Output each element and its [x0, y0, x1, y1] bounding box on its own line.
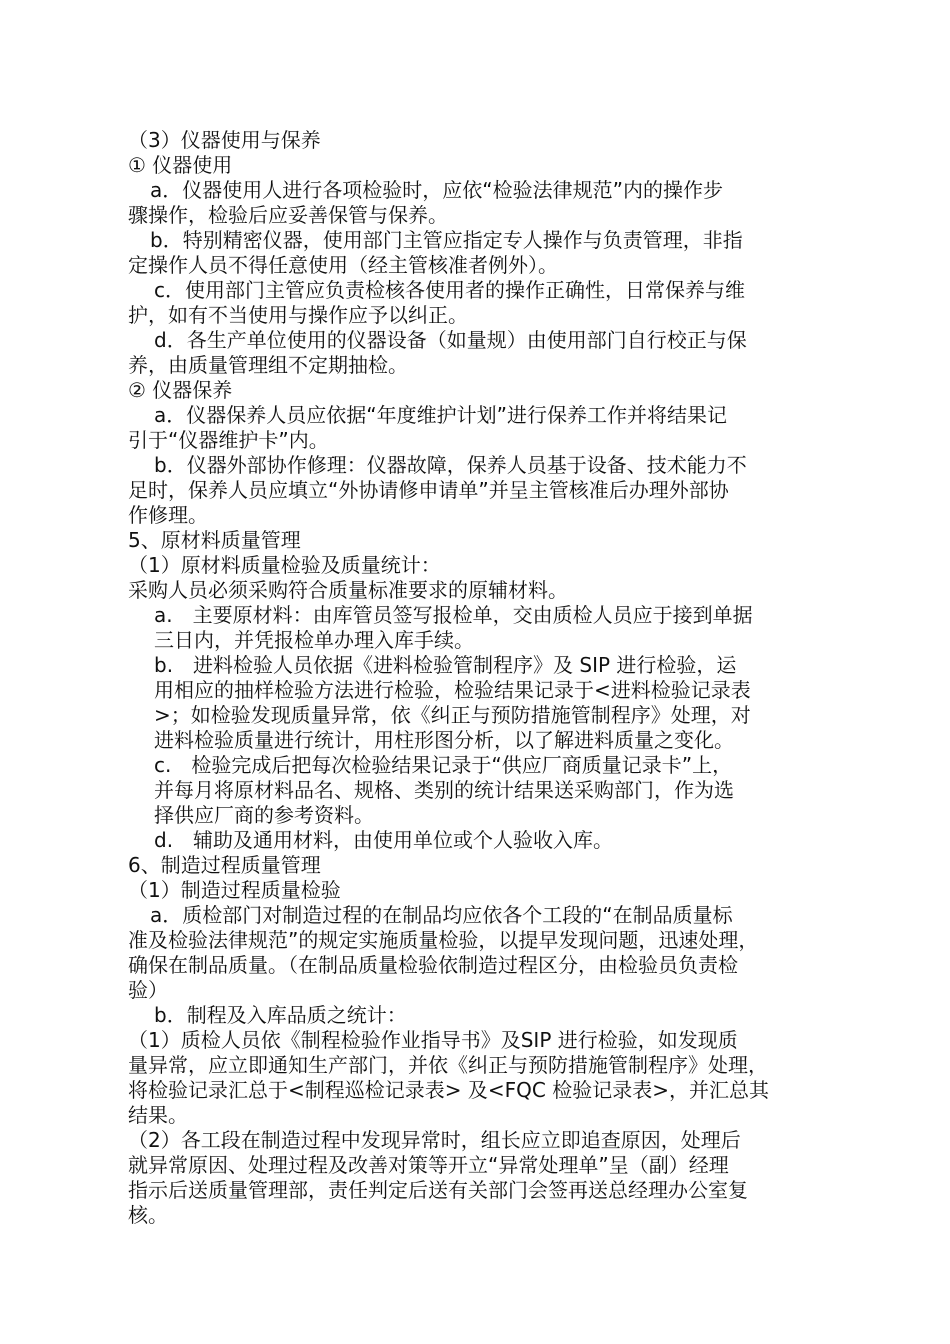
text-line: ② 仪器保养 [128, 378, 233, 402]
text-line: 采购人员必须采购符合质量标准要求的原辅材料。 [128, 578, 568, 602]
text-line: b．特别精密仪器，使用部门主管应指定专人操作与负责管理，非指 [150, 228, 743, 252]
text-line: >；如检验发现质量异常，依《纠正与预防措施管制程序》处理，对 [154, 703, 751, 727]
text-line: a. 主要原材料：由库管员签写报检单，交由质检人员应于接到单据 [154, 603, 753, 627]
text-line: 养，由质量管理组不定期抽检。 [128, 353, 408, 377]
text-line: 骤操作，检验后应妥善保管与保养。 [128, 203, 448, 227]
text-line: 量异常，应立即通知生产部门，并依《纠正与预防措施管制程序》处理， [128, 1053, 768, 1077]
text-line: d. 辅助及通用材料，由使用单位或个人验收入库。 [154, 828, 614, 852]
text-line: c．使用部门主管应负责检核各使用者的操作正确性，日常保养与维 [154, 278, 745, 302]
text-line: 用相应的抽样检验方法进行检验，检验结果记录于<进料检验记录表 [154, 678, 751, 702]
text-line: 指示后送质量管理部，责任判定后送有关部门会签再送总经理办公室复 [128, 1178, 748, 1202]
text-line: 择供应厂商的参考资料。 [154, 803, 374, 827]
text-line: b. 进料检验人员依据《进料检验管制程序》及 SIP 进行检验，运 [154, 653, 737, 677]
text-line: 核。 [128, 1203, 168, 1227]
text-line: 就异常原因、处理过程及改善对策等开立“异常处理单”呈（副）经理 [128, 1153, 729, 1177]
text-line: （3）仪器使用与保养 [128, 128, 321, 152]
text-line: b．仪器外部协作修理：仪器故障，保养人员基于设备、技术能力不 [154, 453, 747, 477]
text-line: （1）质检人员依《制程检验作业指导书》及SIP 进行检验，如发现质 [128, 1028, 738, 1052]
text-line: （1）制造过程质量检验 [128, 878, 341, 902]
text-line: 足时，保养人员应填立“外协请修申请单”并呈主管核准后办理外部协 [128, 478, 729, 502]
text-line: c. 检验完成后把每次检验结果记录于“供应厂商质量记录卡”上， [154, 753, 733, 777]
text-line: a．仪器使用人进行各项检验时，应依“检验法律规范”内的操作步 [150, 178, 723, 202]
text-line: （2）各工段在制造过程中发现异常时，组长应立即追查原因，处理后 [128, 1128, 741, 1152]
text-line: 验） [128, 978, 168, 1002]
text-line: ① 仪器使用 [128, 153, 233, 177]
text-line: 进料检验质量进行统计，用柱形图分析，以了解进料质量之变化。 [154, 728, 734, 752]
text-line: 确保在制品质量。（在制品质量检验依制造过程区分，由检验员负责检 [128, 953, 738, 977]
text-line: 准及检验法律规范”的规定实施质量检验，以提早发现问题，迅速处理， [128, 928, 759, 952]
text-line: 引于“仪器维护卡”内。 [128, 428, 329, 452]
text-line: d．各生产单位使用的仪器设备（如量规）由使用部门自行校正与保 [154, 328, 747, 352]
text-line: a．质检部门对制造过程的在制品均应依各个工段的“在制品质量标 [150, 903, 733, 927]
text-line: 5、原材料质量管理 [128, 528, 301, 552]
text-line: 结果。 [128, 1103, 188, 1127]
text-line: b．制程及入库品质之统计： [154, 1003, 407, 1027]
text-line: 6、制造过程质量管理 [128, 853, 321, 877]
text-line: 三日内，并凭报检单办理入库手续。 [154, 628, 474, 652]
text-line: a．仪器保养人员应依据“年度维护计划”进行保养工作并将结果记 [154, 403, 727, 427]
text-line: （1）原材料质量检验及质量统计： [128, 553, 441, 577]
text-line: 并每月将原材料品名、规格、类别的统计结果送采购部门，作为选 [154, 778, 734, 802]
text-line: 定操作人员不得任意使用（经主管核准者例外）。 [128, 253, 558, 277]
text-line: 护，如有不当使用与操作应予以纠正。 [128, 303, 468, 327]
text-line: 作修理。 [128, 503, 208, 527]
text-line: 将检验记录汇总于<制程巡检记录表> 及<FQC 检验记录表>，并汇总其 [128, 1078, 769, 1102]
